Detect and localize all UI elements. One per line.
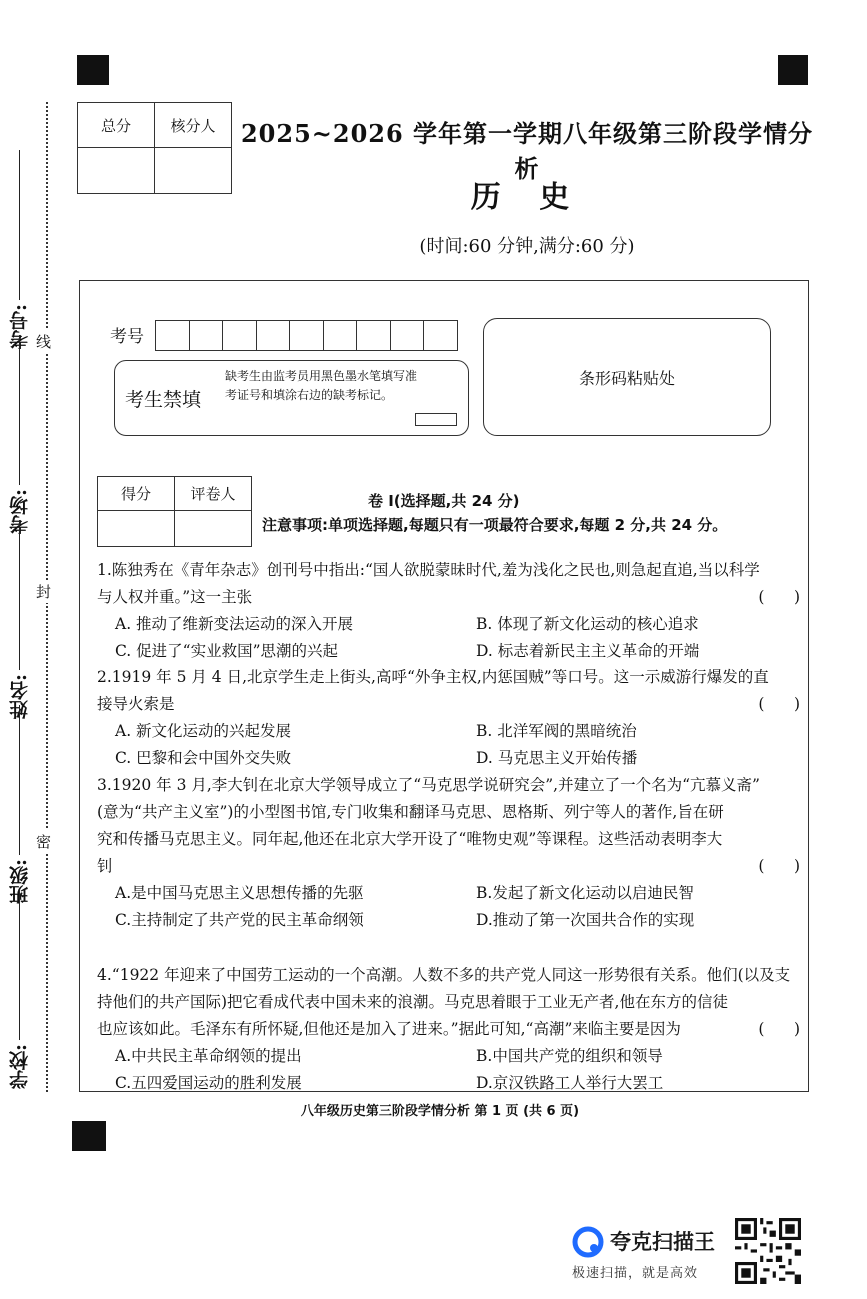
alignment-marker-top-left	[77, 55, 109, 85]
option-d: D. 标志着新民主主义革命的开端	[476, 642, 700, 660]
binding-mark-secret: 密	[40, 830, 54, 853]
option-a: A.是中国马克思主义思想传播的先驱	[115, 884, 364, 902]
exam-number-label: 考号	[110, 327, 144, 347]
exam-number-box[interactable]	[323, 320, 358, 351]
question-stem-line: 接导火索是 ( )	[97, 691, 800, 718]
option-a: A. 推动了维新变法运动的深入开展	[115, 615, 354, 633]
qr-code-icon	[735, 1218, 801, 1284]
score-header: 得分	[98, 477, 175, 511]
subject-title: 历 史	[470, 180, 584, 215]
scanner-watermark	[572, 1222, 732, 1284]
option-c: C.五四爱国运动的胜利发展	[115, 1074, 302, 1092]
exam-title: 2025~2026 学年第一学期八年级第三阶段学情分析	[240, 119, 814, 183]
alignment-marker-top-right	[778, 55, 808, 85]
field-name: 姓名:	[6, 520, 33, 719]
total-score-header: 总分	[78, 103, 155, 148]
option-d: D. 马克思主义开始传播	[476, 749, 638, 767]
option-b: B.中国共产党的组织和领导	[476, 1047, 663, 1065]
option-a: A.中共民主革命纲领的提出	[115, 1047, 302, 1065]
answer-paren[interactable]: ( )	[758, 695, 800, 713]
checker-header: 核分人	[155, 103, 232, 148]
option-a: A. 新文化运动的兴起发展	[115, 722, 292, 740]
exam-number-box[interactable]	[155, 320, 190, 351]
option-b: B. 体现了新文化运动的核心追求	[476, 615, 699, 633]
field-school: 学校:	[6, 890, 33, 1089]
score-cell[interactable]	[98, 511, 175, 547]
question-stem-line: 也应该如此。毛泽东有所怀疑,但他还是加入了进来。”据此可知,“高潮”来临主要是因为 ( )	[97, 1016, 800, 1043]
section-notice: 注意事项:单项选择题,每题只有一项最符合要求,每题 2 分,共 24 分。	[262, 516, 728, 534]
page-footer: 八年级历史第三阶段学情分析 第 1 页 (共 6 页)	[300, 1104, 580, 1119]
no-fill-box	[114, 360, 469, 436]
question-stem-line: 1.陈独秀在《青年杂志》创刊号中指出:“国人欲脱蒙昧时代,羞为浅化之民也,则急起直追,当以科学	[97, 561, 760, 579]
option-c: C. 巴黎和会中国外交失败	[115, 749, 292, 767]
checker-cell[interactable]	[155, 148, 232, 194]
question-stem-line: 4.“1922 年迎来了中国劳工运动的一个高潮。人数不多的共产党人同这一形势很有关系。他们(以及支	[97, 966, 791, 984]
exam-number-box[interactable]	[390, 320, 425, 351]
question-1	[97, 557, 800, 665]
question-3	[97, 772, 800, 934]
binding-mark-seal: 封	[40, 580, 54, 603]
option-c: C.主持制定了共产党的民主革命纲领	[115, 911, 364, 929]
exam-number-box[interactable]	[256, 320, 291, 351]
question-stem-line: 2.1919 年 5 月 4 日,北京学生走上街头,高呼“外争主权,内惩国贼”等口号。这一示威游行爆发的直	[97, 668, 769, 686]
question-stem-line: 究和传播马克思主义。同年起,他还在北京大学开设了“唯物史观”等课程。这些活动表明李大	[97, 830, 723, 848]
exam-number-box[interactable]	[356, 320, 391, 351]
section-score-table	[97, 476, 252, 547]
question-stem-line: 与人权并重。”这一主张 ( )	[97, 584, 800, 611]
quark-logo-icon	[572, 1226, 604, 1258]
field-exam-number: 考号:	[6, 150, 33, 349]
option-c: C. 促进了“实业救国”思潮的兴起	[115, 642, 339, 660]
watermark-name: 夸克扫描王	[610, 1230, 715, 1254]
time-info: (时间:60 分钟,满分:60 分)	[419, 236, 635, 257]
no-fill-title: 考生禁填	[125, 389, 202, 411]
question-stem-line: 持他们的共产国际)把它看成代表中国未来的浪潮。马克思着眼于工业无产者,他在东方的信徒	[97, 993, 728, 1011]
grader-cell[interactable]	[175, 511, 252, 547]
answer-paren[interactable]: ( )	[758, 1020, 800, 1038]
total-score-table	[77, 102, 232, 194]
barcode-area	[483, 318, 771, 436]
total-score-cell[interactable]	[78, 148, 155, 194]
field-class: 班级:	[6, 705, 33, 904]
exam-number-boxes[interactable]	[155, 320, 457, 351]
question-4	[97, 962, 800, 1097]
field-exam-room: 考场:	[6, 335, 33, 534]
question-2	[97, 664, 800, 772]
question-stem-line: 钊 ( )	[97, 853, 800, 880]
no-fill-text: 缺考生由监考员用黑色墨水笔填写准考证号和填涂右边的缺考标记。	[225, 369, 418, 402]
exam-number-box[interactable]	[189, 320, 224, 351]
exam-number-box[interactable]	[423, 320, 458, 351]
absent-mark-box[interactable]	[415, 413, 457, 426]
option-b: B. 北洋军阀的黑暗统治	[476, 722, 637, 740]
barcode-label: 条形码粘贴处	[578, 368, 675, 388]
answer-paren[interactable]: ( )	[758, 857, 800, 875]
question-stem-line: (意为“共产主义室”)的小型图书馆,专门收集和翻译马克思、恩格斯、列宁等人的著作,旨在研	[97, 803, 724, 821]
exam-number-box[interactable]	[289, 320, 324, 351]
alignment-marker-bottom-left	[72, 1121, 106, 1151]
option-d: D.推动了第一次国共合作的实现	[476, 911, 695, 929]
exam-number-box[interactable]	[222, 320, 257, 351]
grader-header: 评卷人	[175, 477, 252, 511]
watermark-slogan: 极速扫描，就是高效	[572, 1266, 699, 1281]
option-d: D.京汉铁路工人举行大罢工	[476, 1074, 664, 1092]
option-b: B.发起了新文化运动以启迪民智	[476, 884, 694, 902]
question-stem-line: 3.1920 年 3 月,李大钊在北京大学领导成立了“马克思学说研究会”,并建立了一个名为“亢慕义斋”	[97, 776, 760, 794]
section-title: 卷 I(选择题,共 24 分)	[368, 492, 520, 510]
binding-mark-line: 线	[40, 330, 54, 353]
answer-paren[interactable]: ( )	[758, 588, 800, 606]
